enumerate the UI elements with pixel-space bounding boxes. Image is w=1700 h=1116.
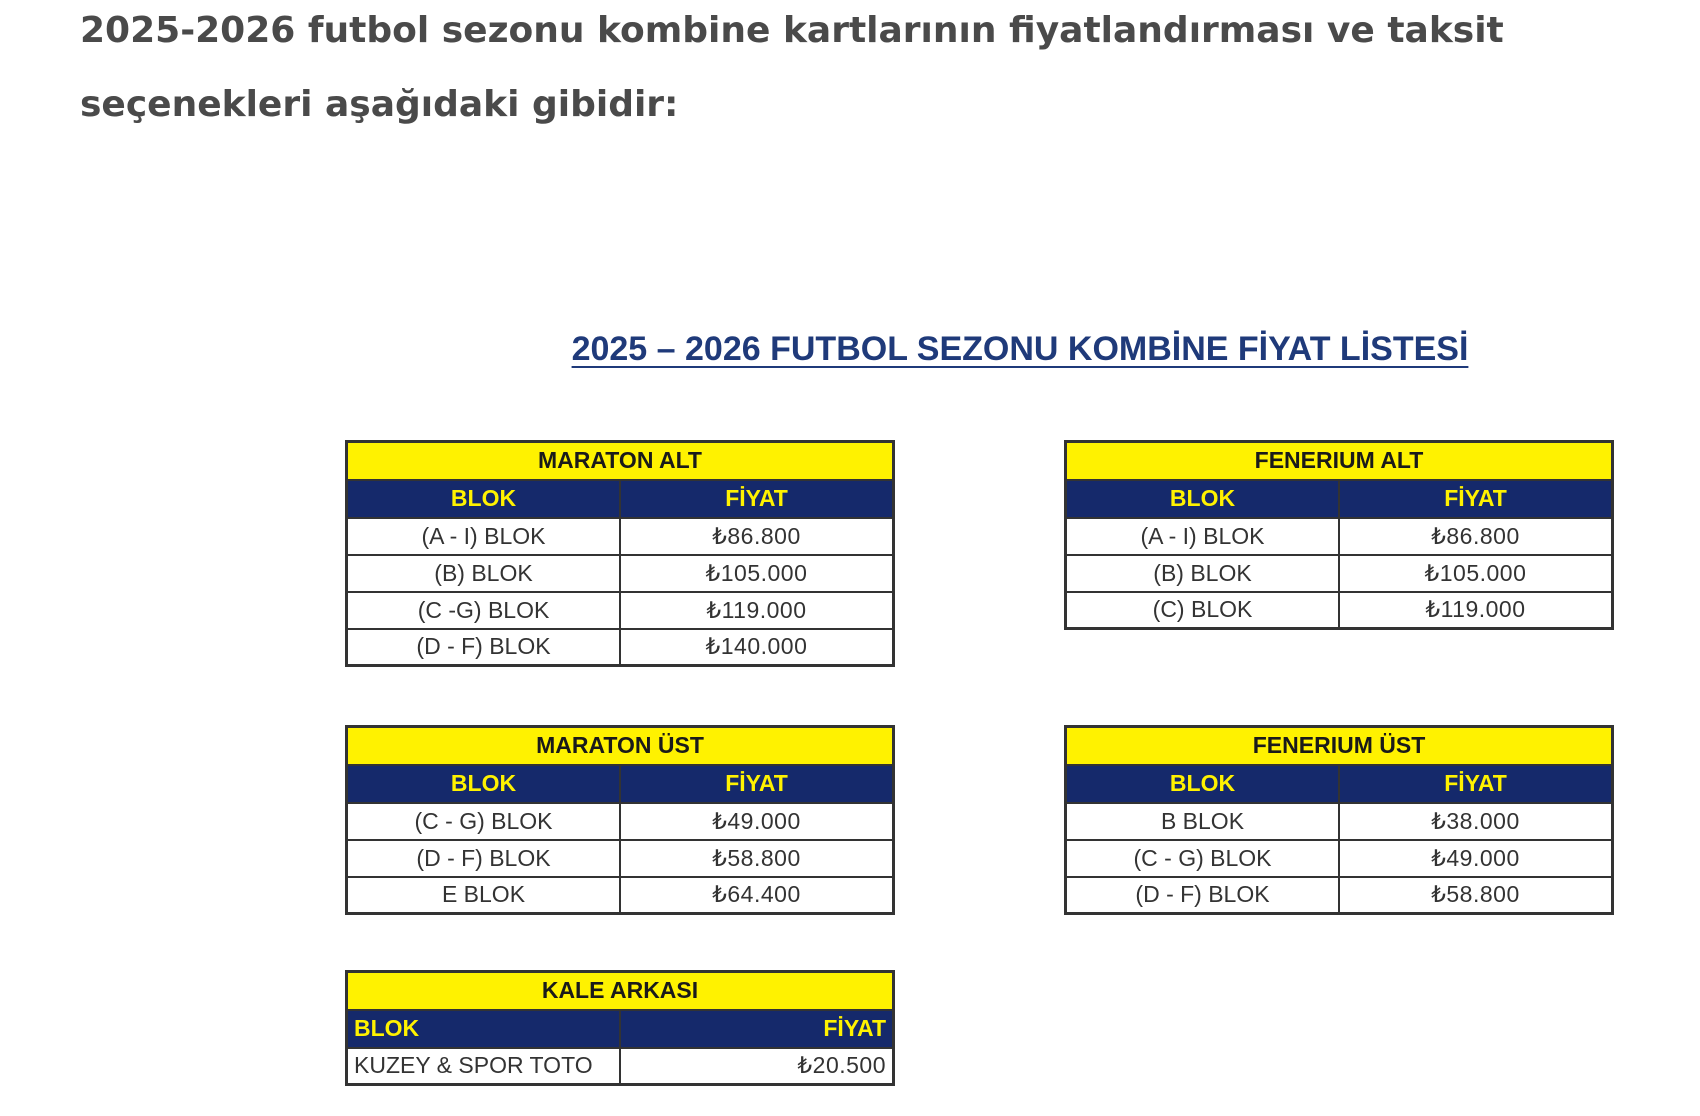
blok-cell: B BLOK [1066,803,1340,840]
price-cell: ₺58.800 [1339,877,1613,914]
table-row [1066,518,1613,555]
intro-paragraph: 2025-2026 futbol sezonu kombine kartlarının fiyatlandırması ve taksit seçenekleri aşağıdaki gibidir: [80,10,1504,125]
table-title: MARATON ALT [347,442,894,480]
price-cell: ₺119.000 [1339,592,1613,629]
table-title: FENERIUM ALT [1066,442,1613,480]
price-cell: ₺140.000 [620,629,894,666]
price-table-maraton-ust [345,725,895,915]
table-row [347,555,894,592]
blok-cell: (D - F) BLOK [347,840,621,877]
table-row [347,803,894,840]
column-header-blok: BLOK [347,1010,621,1048]
price-table-fenerium-alt [1064,440,1614,630]
blok-cell: (C - G) BLOK [1066,840,1340,877]
price-cell: ₺119.000 [620,592,894,629]
table-row [1066,840,1613,877]
column-header-fiyat: FİYAT [1339,765,1613,803]
price-cell: ₺86.800 [620,518,894,555]
table-title: FENERIUM ÜST [1066,727,1613,765]
table-row [1066,877,1613,914]
table-row [1066,555,1613,592]
price-list-title: 2025 – 2026 FUTBOL SEZONU KOMBİNE FİYAT LİSTESİ [571,330,1469,368]
price-table-kale-arkasi [345,970,895,1086]
blok-cell: (D - F) BLOK [347,629,621,666]
blok-cell: (A - I) BLOK [347,518,621,555]
price-cell: ₺64.400 [620,877,894,914]
blok-cell: (C) BLOK [1066,592,1340,629]
price-table-fenerium-ust [1064,725,1614,915]
table-row [347,592,894,629]
price-cell: ₺58.800 [620,840,894,877]
column-header-blok: BLOK [347,480,621,518]
table-title: KALE ARKASI [347,972,894,1010]
blok-cell: (D - F) BLOK [1066,877,1340,914]
price-cell: ₺105.000 [620,555,894,592]
price-cell: ₺38.000 [1339,803,1613,840]
blok-cell: (B) BLOK [347,555,621,592]
price-cell: ₺86.800 [1339,518,1613,555]
blok-cell: (A - I) BLOK [1066,518,1340,555]
table-title: MARATON ÜST [347,727,894,765]
table-row [347,840,894,877]
column-header-blok: BLOK [1066,765,1340,803]
column-header-fiyat: FİYAT [620,1010,894,1048]
table-row [1066,592,1613,629]
column-header-fiyat: FİYAT [620,765,894,803]
column-header-blok: BLOK [1066,480,1340,518]
blok-cell: (B) BLOK [1066,555,1340,592]
column-header-fiyat: FİYAT [620,480,894,518]
column-header-blok: BLOK [347,765,621,803]
blok-cell: KUZEY & SPOR TOTO [347,1048,621,1085]
table-row [1066,803,1613,840]
blok-cell: (C - G) BLOK [347,803,621,840]
price-cell: ₺105.000 [1339,555,1613,592]
price-cell: ₺20.500 [620,1048,894,1085]
table-row [347,877,894,914]
price-cell: ₺49.000 [620,803,894,840]
table-row [347,629,894,666]
table-row [347,518,894,555]
price-table-maraton-alt [345,440,895,667]
blok-cell: E BLOK [347,877,621,914]
price-cell: ₺49.000 [1339,840,1613,877]
blok-cell: (C -G) BLOK [347,592,621,629]
table-row [347,1048,894,1085]
column-header-fiyat: FİYAT [1339,480,1613,518]
